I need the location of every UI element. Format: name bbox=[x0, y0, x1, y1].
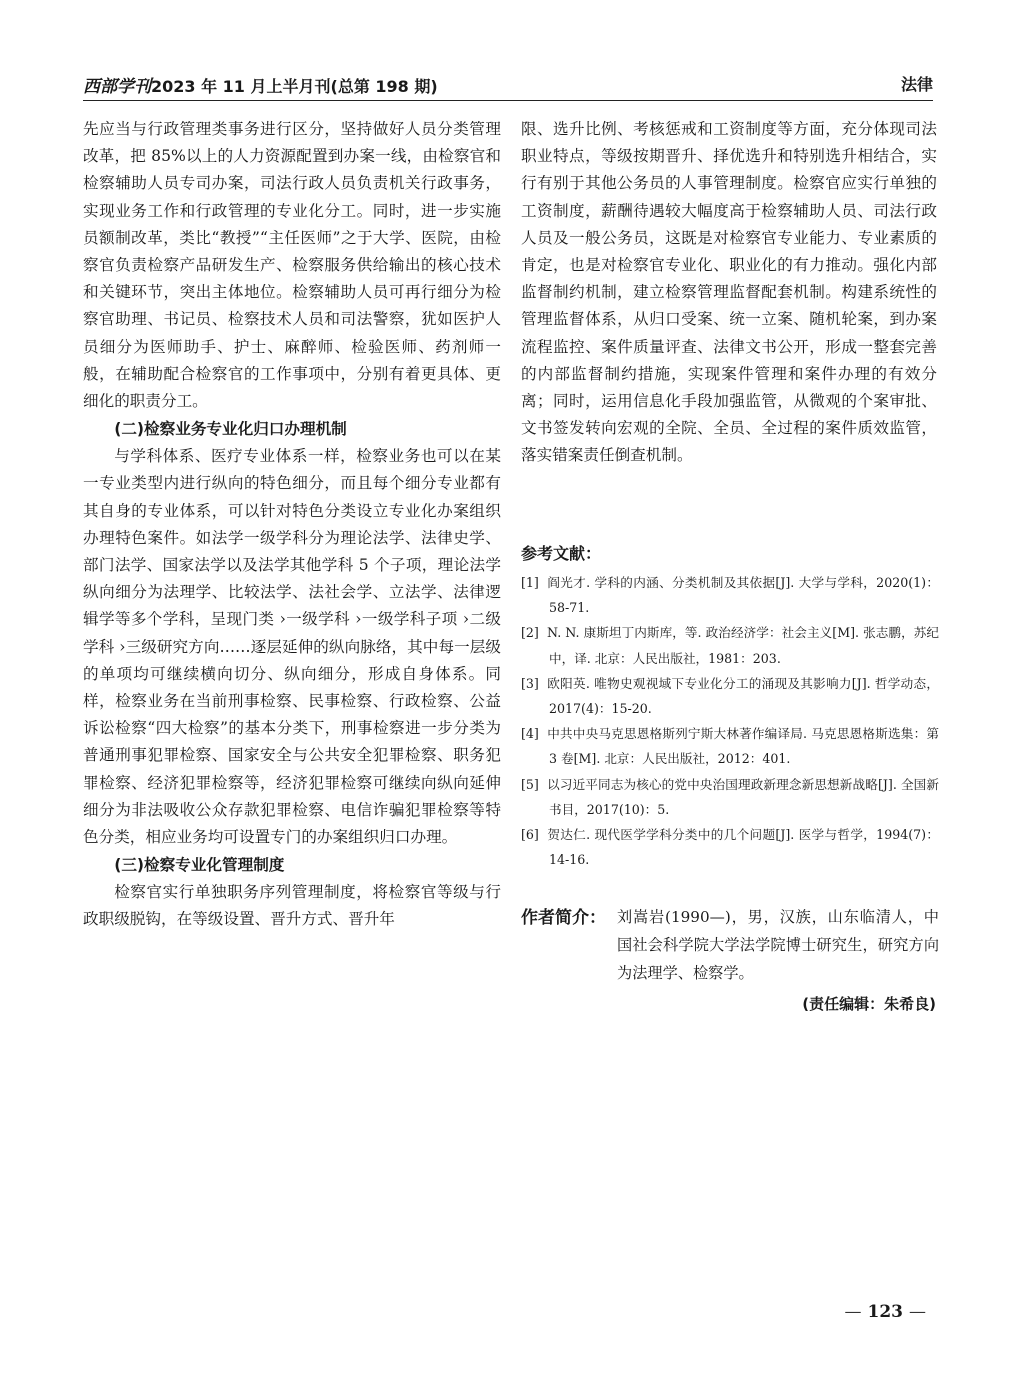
reference-number: [5] bbox=[521, 776, 539, 792]
reference-item bbox=[521, 772, 939, 822]
author-bio-text: 刘嵩岩(1990—)，男，汉族，山东临清人，中国社会科学院大学法学院博士研究生，研究方向为法理学、检察学。 bbox=[617, 908, 939, 982]
section-heading-3: (三)检察专业化管理制度 bbox=[114, 856, 285, 875]
reference-text: 欧阳英. 唯物史观视域下专业化分工的涌现及其影响力[J]. 哲学动态，2017(4)：15-20. bbox=[547, 675, 939, 717]
reference-number: [4] bbox=[521, 726, 539, 742]
left-column bbox=[83, 116, 501, 934]
page-header bbox=[83, 66, 933, 101]
reference-text: 以习近平同志为核心的党中央治国理政新理念新思想新战略[J]. 全国新书目，2017(10)：5. bbox=[547, 776, 939, 817]
page-number-dash-left: — bbox=[844, 1302, 862, 1322]
author-bio-label: 作者简介： bbox=[521, 908, 606, 928]
reference-item bbox=[521, 620, 939, 670]
reference-item bbox=[521, 570, 939, 620]
journal-logo: 西部学刊 bbox=[83, 77, 151, 97]
left-paragraph-1: 先应当与行政管理类事务进行区分，坚持做好人员分类管理改革，把 85%以上的人力资源配置到办案一线，由检察官和检察辅助人员专司办案，司法行政人员负责机关行政事务，实现业务工作和行政管理的专业化分工。同时，进一步实施员额制改革，类比“教授”“主任医师”之于大学、医院，由检察官负责检察产品研发生产、检察服务供给输出的核心技术和关键环节，突出主体地位。检察辅助人员可再行细分为检察官助理、书记员、检察技术人员和司法警察，犹如医护人员细分为医师助手、护士、麻醉师、检验医师、药剂师一般，在辅助配合检察官的工作事项中，分别有着更具体、更细化的职责分工。 bbox=[83, 120, 501, 411]
reference-text: N. N. 康斯坦丁内斯库，等. 政治经济学：社会主义[M]. 张志鹏，苏纪中，译. 北京：人民出版社，1981：203. bbox=[547, 625, 939, 666]
reference-text: 贺达仁. 现代医学学科分类中的几个问题[J]. 医学与哲学，1994(7)：14-16. bbox=[547, 827, 939, 868]
reference-number: [2] bbox=[521, 625, 539, 641]
references-list bbox=[521, 570, 939, 872]
reference-number: [1] bbox=[521, 575, 539, 590]
journal-issue-line bbox=[83, 72, 438, 97]
page-number-dash-right: — bbox=[909, 1302, 926, 1322]
reference-text: 阎光才. 学科的内涵、分类机制及其依据[J]. 大学与学科，2020(1)：58-71. bbox=[547, 575, 939, 616]
reference-number: [6] bbox=[521, 827, 539, 843]
references-title: 参考文献： bbox=[521, 544, 602, 563]
issue-info: 2023 年 11 月上半月刊(总第 198 期) bbox=[151, 77, 438, 96]
author-bio bbox=[521, 903, 939, 987]
left-paragraph-3: 检察官实行单独职务序列管理制度，将检察官等级与行政职级脱钩，在等级设置、晋升方式、晋升年 bbox=[83, 883, 501, 929]
right-column bbox=[521, 116, 937, 470]
right-paragraph-1: 限、选升比例、考核惩戒和工资制度等方面，充分体现司法职业特点，等级按期晋升、择优选升和特别选升相结合，实行有别于其他公务员的人事管理制度。检察官应实行单独的工资制度，薪酬待遇较大幅度高于检察辅助人员、司法行政人员及一般公务员，这既是对检察官专业能力、专业素质的肯定，也是对检察官专业化、职业化的有力推动。强化内部监督制约机制，建立检察管理监督配套机制。构建系统性的管理监督体系，从归口受案、统一立案、随机轮案，到办案流程监控、案件质量评查、法律文书公开，形成一整套完善的内部监督制约措施，实现案件管理和案件办理的有效分离；同时，运用信息化手段加强监管，从微观的个案审批、文书签发转向宏观的全院、全员、全过程的案件质效监管，落实错案责任倒查机制。 bbox=[521, 120, 937, 465]
reference-text: 中共中央马克思恩格斯列宁斯大林著作编译局. 马克思恩格斯选集：第 3 卷[M]. 北京：人民出版社，2012：401. bbox=[547, 726, 939, 767]
left-paragraph-2: 与学科体系、医疗专业体系一样，检察业务也可以在某一专业类型内进行纵向的特色细分，而且每个细分专业都有其自身的专业体系，可以针对特色分类设立专业化办案组织办理特色案件。如法学一级学科分为理论法学、法律史学、部门法学、国家法学以及法学其他学科 5 个子项，理论法学纵向细分为法理学、比较法学、法社会学、立法学、法律逻辑学等多个学科，呈现门类 ›一级学科 ›一级学科子项 ›二级学科 ›三级研究方向……逐层延伸的纵向脉络，其中每一层级的单项均可继续横向切分、纵向细分，形成自身体系。同样，检察业务在当前刑事检察、民事检察、行政检察、公益诉讼检察“四大检察”的基本分类下，刑事检察进一步分类为普通刑事犯罪检察、国家安全与公共安全犯罪检察、职务犯罪检察、经济犯罪检察等，经济犯罪检察可继续向纵向延伸细分为非法吸收公众存款犯罪检察、电信诈骗犯罪检察等特色分类，相应业务均可设置专门的办案组织归口办理。 bbox=[83, 447, 501, 847]
reference-number: [3] bbox=[521, 675, 539, 691]
reference-item bbox=[521, 671, 939, 721]
reference-item bbox=[521, 822, 939, 872]
section-heading-2: (二)检察业务专业化归口办理机制 bbox=[114, 420, 347, 439]
page-number-footer bbox=[839, 1302, 933, 1322]
editor-note: (责任编辑：朱希良) bbox=[802, 995, 936, 1013]
reference-item bbox=[521, 721, 939, 771]
page-number: 123 bbox=[867, 1302, 903, 1322]
section-label: 法律 bbox=[900, 75, 933, 94]
